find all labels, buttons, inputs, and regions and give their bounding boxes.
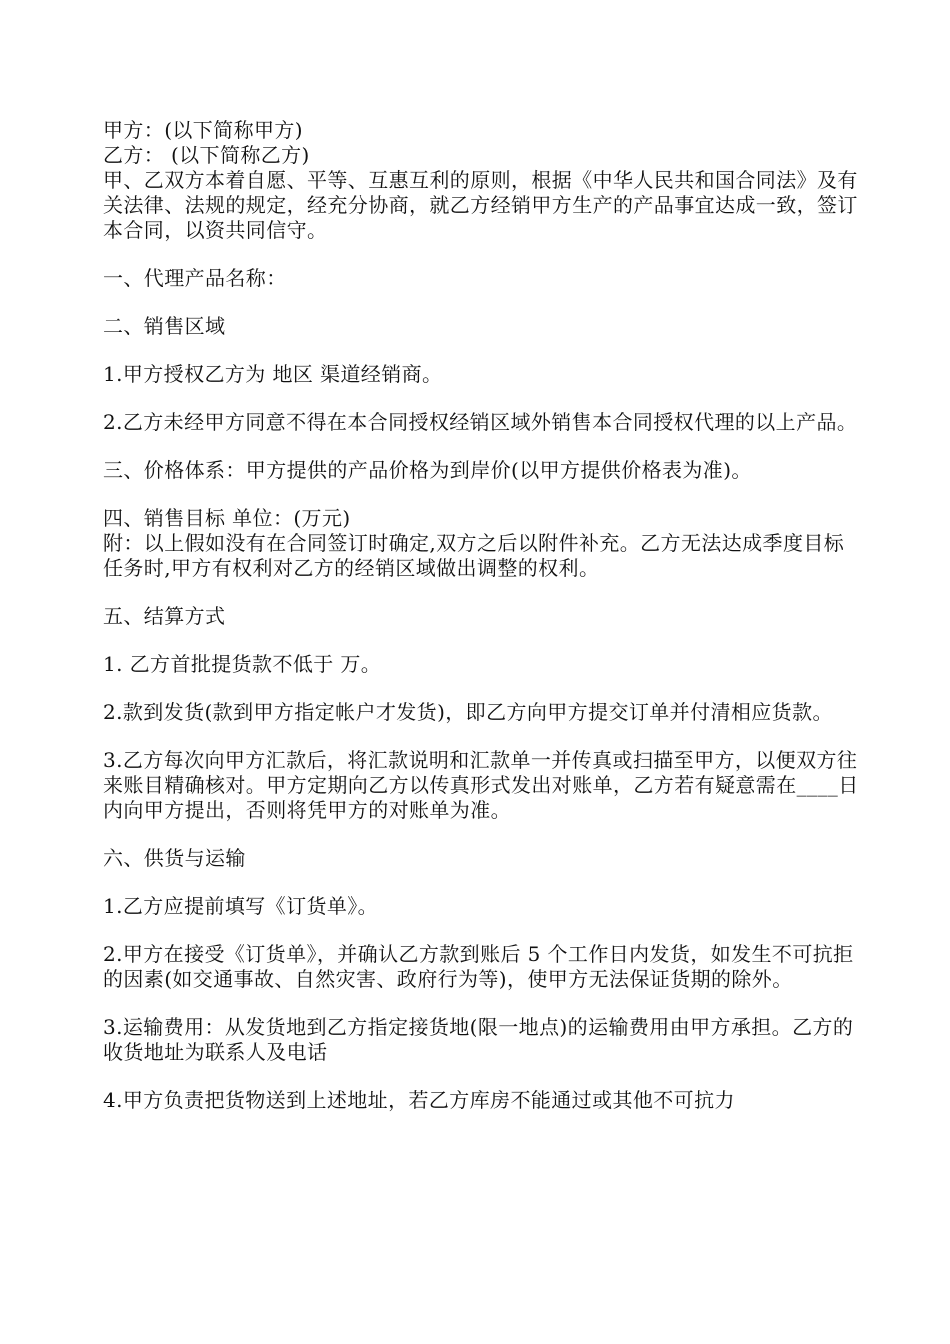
clause-settlement-3: 3.乙方每次向甲方汇款后，将汇款说明和汇款单一并传真或扫描至甲方，以便双方往来账目精确核对。甲方定期向乙方以传真形式发出对账单，乙方若有疑意需在____日内向甲方提出，否则将凭甲方的对账单为准。: [103, 748, 859, 822]
clause-settlement-2: 2.款到发货(款到甲方指定帐户才发货)，即乙方向甲方提交订单并付清相应货款。: [103, 700, 833, 724]
clause-supply-4: 4.甲方负责把货物送到上述地址，若乙方库房不能通过或其他不可抗力: [103, 1088, 735, 1112]
document-body: [103, 118, 863, 1113]
clause-region-2: 2.乙方未经甲方同意不得在本合同授权经销区域外销售本合同授权代理的以上产品。: [103, 410, 858, 434]
party-b-line: 乙方： (以下简称乙方): [103, 143, 310, 167]
target-note: 附：以上假如没有在合同签订时确定,双方之后以附件补充。乙方无法达成季度目标任务时,甲方有权利对乙方的经销区域做出调整的权利。: [103, 531, 845, 580]
section-heading-region: 二、销售区域: [103, 314, 226, 338]
section-heading-price: 三、价格体系：甲方提供的产品价格为到岸价(以甲方提供价格表为准)。: [103, 458, 752, 482]
clause-supply-1: 1.乙方应提前填写《订货单》。: [103, 894, 379, 918]
clause-region-1: 1.甲方授权乙方为 地区 渠道经销商。: [103, 362, 443, 386]
section-heading-product: 一、代理产品名称：: [103, 266, 287, 290]
preamble-paragraph: 甲、乙双方本着自愿、平等、互惠互利的原则，根据《中华人民共和国合同法》及有关法律、法规的规定，经充分协商，就乙方经销甲方生产的产品事宜达成一致，签订本合同，以资共同信守。: [103, 168, 858, 242]
section-heading-settlement: 五、结算方式: [103, 604, 226, 628]
clause-supply-3: 3.运输费用：从发货地到乙方指定接货地(限一地点)的运输费用由甲方承担。乙方的收货地址为联系人及电话: [103, 1015, 854, 1064]
section-heading-supply: 六、供货与运输: [103, 846, 246, 870]
section-heading-target: 四、销售目标 单位：(万元): [103, 506, 351, 530]
clause-settlement-1: 1. 乙方首批提货款不低于 万。: [103, 652, 382, 676]
clause-supply-2: 2.甲方在接受《订货单》，并确认乙方款到账后 5 个工作日内发货，如发生不可抗拒的因素(如交通事故、自然灾害、政府行为等)，使甲方无法保证货期的除外。: [103, 942, 854, 991]
party-a-line: 甲方：(以下简称甲方): [103, 118, 304, 142]
